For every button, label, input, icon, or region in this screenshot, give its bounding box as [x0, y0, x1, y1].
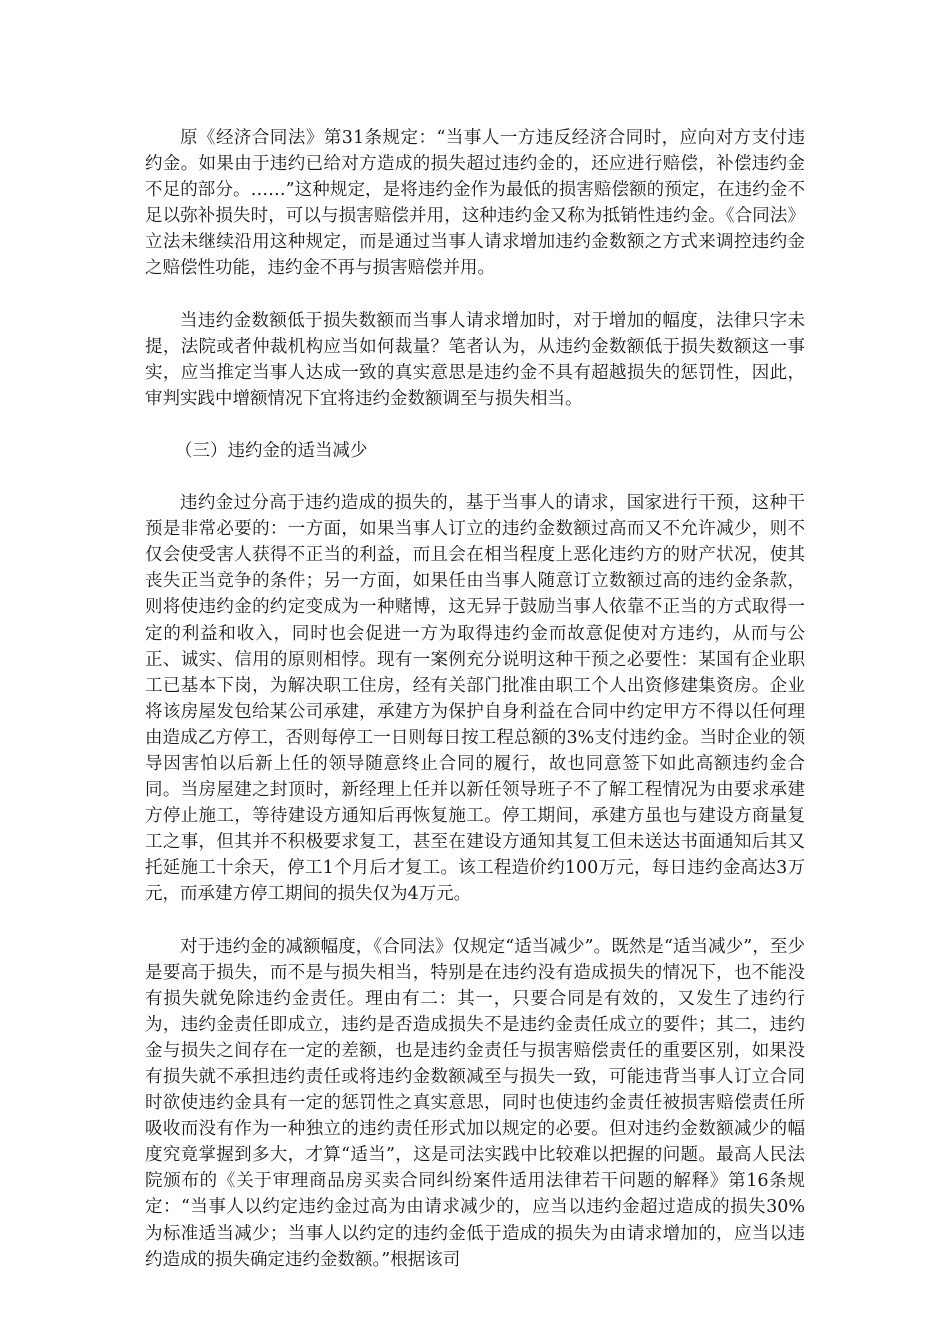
- paragraph-penalty-increase: 当违约金数额低于损失数额而当事人请求增加时，对于增加的幅度，法律只字未提，法院或者仲裁机构应当如何裁量？笔者认为，从违约金数额低于损失数额这一事实，应当推定当事人达成一致的真实意思是违约金不具有超越损失的惩罚性，因此，审判实践中增额情况下宜将违约金数额调至与损失相当。: [145, 310, 805, 409]
- paragraph-reduction-extent: 对于违约金的减额幅度，《合同法》仅规定“适当减少”。既然是“适当减少”，至少是要高于损失，而不是与损失相当，特别是在违约没有造成损失的情况下，也不能没有损失就免除违约金责任。理由有二：其一，只要合同是有效的，又发生了违约行为，违约金责任即成立，违约是否造成损失不是违约金责任成立的要件；其二，违约金与损失之间存在一定的差额，也是违约金责任与损害赔偿责任的重要区别，如果没有损失就不承担违约责任或将违约金数额减至与损失一致，可能违背当事人订立合同时欲使违约金具有一定的惩罚性之真实意思，同时也使违约金责任被损害赔偿责任所吸收而没有作为一种独立的违约责任形式加以规定的必要。但对违约金数额减少的幅度究竟掌握到多大，才算“适当”，这是司法实践中比较难以把握的问题。最高人民法院颁布的《关于审理商品房买卖合同纠纷案件适用法律若干问题的解释》第16条规定：“当事人以约定违约金过高为由请求减少的，应当以违约金超过造成的损失30%为标准适当减少；当事人以约定的违约金低于造成的损失为由请求增加的，应当以违约造成的损失确定违约金数额。”根据该司: [145, 936, 805, 1270]
- paragraph-penalty-history: 原《经济合同法》第31条规定：“当事人一方违反经济合同时，应向对方支付违约金。如果由于违约已给对方造成的损失超过违约金的，还应进行赔偿，补偿违约金不足的部分。……”这种规定，是将违约金作为最低的损害赔偿额的预定，在违约金不足以弥补损失时，可以与损害赔偿并用，这种违约金又称为抵销性违约金。《合同法》立法未继续沿用这种规定，而是通过当事人请求增加违约金数额之方式来调控违约金之赔偿性功能，违约金不再与损害赔偿并用。: [145, 128, 805, 279]
- paragraph-penalty-reduction-case: 违约金过分高于违约造成的损失的，基于当事人的请求，国家进行干预，这种干预是非常必要的：一方面，如果当事人订立的违约金数额过高而又不允许减少，则不仅会使受害人获得不正当的利益，而且会在相当程度上恶化违约方的财产状况，使其丧失正当竞争的条件；另一方面，如果任由当事人随意订立数额过高的违约金条款，则将使违约金的约定变成为一种赌博，这无异于鼓励当事人依靠不正当的方式取得一定的利益和收入，同时也会促进一方为取得违约金而故意促使对方违约，从而与公正、诚实、信用的原则相悖。现有一案例充分说明这种干预之必要性：某国有企业职工已基本下岗，为解决职工住房，经有关部门批准由职工个人出资修建集资房。企业将该房屋发包给某公司承建，承建方为保护自身利益在合同中约定甲方不得以任何理由造成乙方停工，否则每停工一日则每日按工程总额的3%支付违约金。当时企业的领导因害怕以后新上任的领导随意终止合同的履行，故也同意签下如此高额违约金合同。当房屋建之封顶时，新经理上任并以新任领导班子不了解工程情况为由要求承建方停止施工，等待建设方通知后再恢复施工。停工期间，承建方虽也与建设方商量复工之事，但其并不积极要求复工，甚至在建设方通知其复工但未送达书面通知后其又托延施工十余天，停工1个月后才复工。该工程造价约100万元，每日违约金高达3万元，而承建方停工期间的损失仅为4万元。: [145, 493, 805, 905]
- document-body: [145, 125, 805, 1299]
- section-heading: （三）违约金的适当减少: [175, 440, 368, 461]
